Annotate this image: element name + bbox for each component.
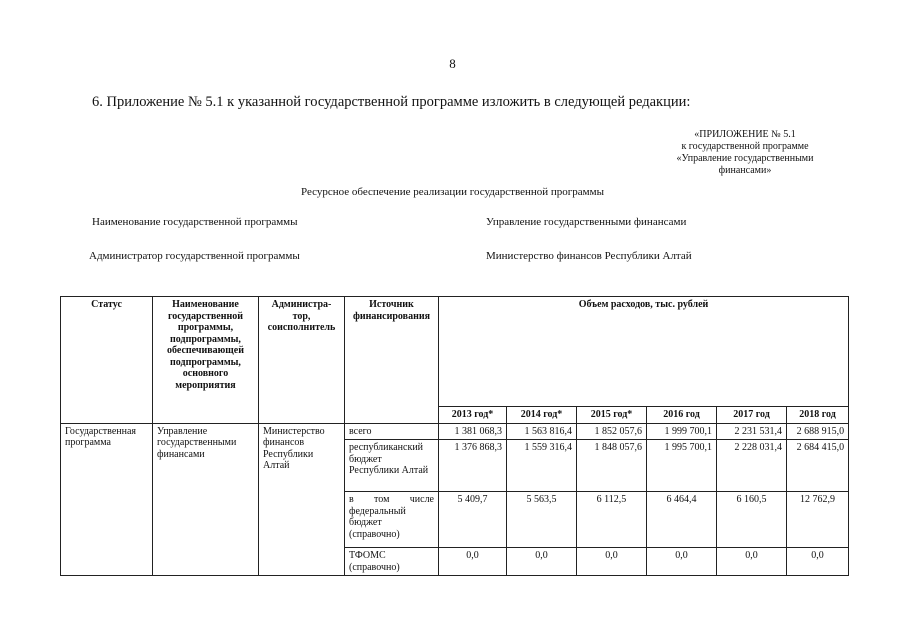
source-word: в [349,494,354,505]
admin-value: Министерство финансов Республики Алтай [486,250,692,262]
value-cell: 0,0 [717,548,787,576]
value-cell: 1 848 057,6 [577,440,647,492]
source-rest: федеральный бюджет (справочно) [349,505,406,540]
source-cell: всего [345,423,439,440]
header-year: 2017 год [717,407,787,424]
value-cell: 1 563 816,4 [507,423,577,440]
header-name: Наименование государственной программы, подпрограммы, обеспечивающей подпрограммы, основного мероприятия [153,297,259,424]
administrator-cell: Министерство финансов Республики Алтай [259,423,345,576]
admin-label: Администратор государственной программы [89,250,300,262]
program-label: Наименование государственной программы [92,216,298,228]
table-row [61,423,849,440]
source-word: числе [409,494,434,505]
source-cell [345,492,439,548]
value-cell: 6 112,5 [577,492,647,548]
value-cell: 2 684 415,0 [787,440,849,492]
header-year: 2014 год* [507,407,577,424]
value-cell: 1 995 700,1 [647,440,717,492]
document-heading: 6. Приложение № 5.1 к указанной государственной программе изложить в следующей редакции: [92,94,691,110]
value-cell: 12 762,9 [787,492,849,548]
page-number: 8 [449,56,456,71]
status-cell: Государственная программа [61,423,153,576]
source-word: том [374,494,390,505]
appendix-line: «Управление государственными [676,153,814,164]
value-cell: 2 231 531,4 [717,423,787,440]
value-cell: 1 852 057,6 [577,423,647,440]
header-admin: Администра-тор, соисполнитель [259,297,345,424]
header-year: 2013 год* [439,407,507,424]
resources-table [60,296,849,576]
value-cell: 5 563,5 [507,492,577,548]
value-cell: 0,0 [439,548,507,576]
header-source: Источник финансирования [345,297,439,424]
header-volume: Объем расходов, тыс. рублей [439,297,849,407]
value-cell: 5 409,7 [439,492,507,548]
value-cell: 6 160,5 [717,492,787,548]
value-cell: 6 464,4 [647,492,717,548]
value-cell: 2 228 031,4 [717,440,787,492]
header-year: 2018 год [787,407,849,424]
value-cell: 1 999 700,1 [647,423,717,440]
header-year: 2015 год* [577,407,647,424]
header-year: 2016 год [647,407,717,424]
value-cell: 0,0 [787,548,849,576]
header-status: Статус [61,297,153,424]
value-cell: 2 688 915,0 [787,423,849,440]
value-cell: 0,0 [647,548,717,576]
section-title: Ресурсное обеспечение реализации государственной программы [301,186,604,198]
appendix-line: к государственной программе [681,141,809,152]
appendix-stamp [640,129,850,177]
source-cell: ТФОМС (справочно) [345,548,439,576]
value-cell: 0,0 [507,548,577,576]
value-cell: 1 376 868,3 [439,440,507,492]
appendix-line: «ПРИЛОЖЕНИЕ № 5.1 [694,129,796,140]
source-cell: республиканский бюджет Республики Алтай [345,440,439,492]
value-cell: 1 381 068,3 [439,423,507,440]
program-value: Управление государственными финансами [486,216,687,228]
value-cell: 0,0 [577,548,647,576]
value-cell: 1 559 316,4 [507,440,577,492]
appendix-line: финансами» [718,165,772,176]
program-cell: Управление государственными финансами [153,423,259,576]
